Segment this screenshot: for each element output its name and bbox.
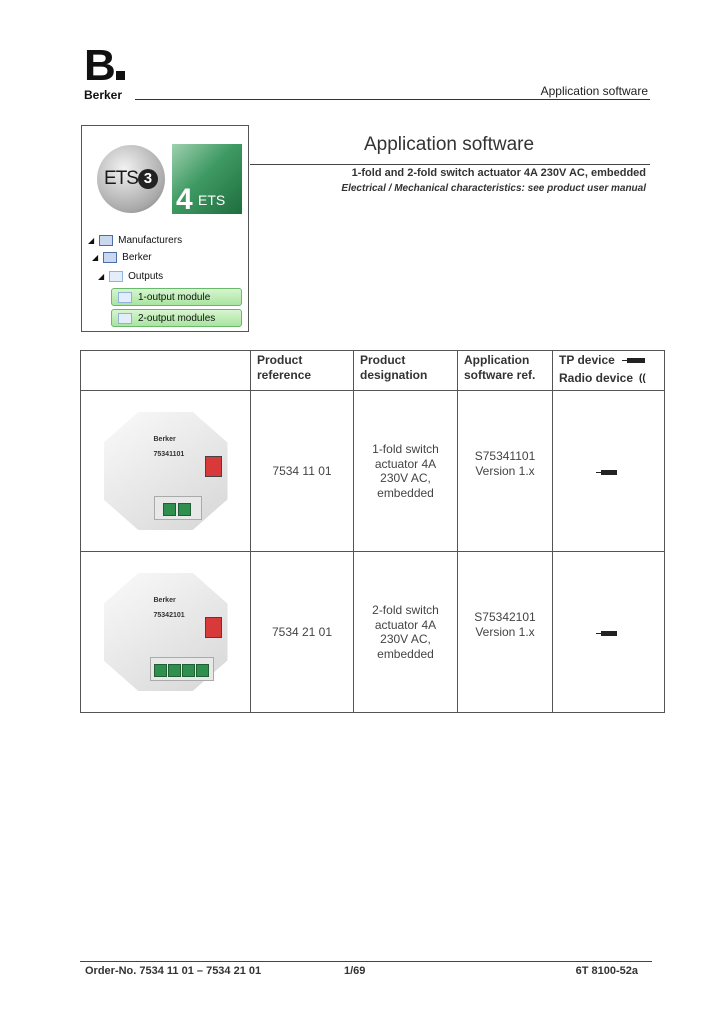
folder-icon <box>109 271 123 282</box>
ets4-text: ETS <box>198 192 226 208</box>
brand-logo: B <box>84 44 125 88</box>
title-rule <box>250 164 650 165</box>
expand-triangle-icon: ◢ <box>98 272 105 281</box>
tp-device-icon <box>601 470 617 475</box>
module-2-output[interactable]: 2-output modules <box>111 309 242 327</box>
tp-device-icon <box>627 358 645 363</box>
header-image <box>81 351 251 391</box>
header-section-title: Application software <box>540 84 648 98</box>
expand-triangle-icon: ◢ <box>88 236 95 245</box>
footer-document-id: 6T 8100-52a <box>575 965 638 977</box>
product-image <box>81 391 251 552</box>
product-table <box>80 350 665 713</box>
module-icon <box>118 292 132 303</box>
table-header-row <box>81 351 665 391</box>
ets3-logo: ETS 3 <box>97 145 165 213</box>
catalog-icon <box>103 252 117 263</box>
header-designation: Product designation <box>354 351 458 391</box>
device-type <box>553 391 665 552</box>
tree-label: Berker <box>122 252 152 263</box>
product-designation: 2-fold switch actuator 4A 230V AC, embedded <box>354 552 458 713</box>
brand-name: Berker <box>84 88 123 102</box>
characteristics-note: Electrical / Mechanical characteristics: see product user manual <box>341 183 646 194</box>
product-subtitle: 1-fold and 2-fold switch actuator 4A 230V AC, embedded <box>351 167 646 179</box>
page-title: Application software <box>364 134 535 155</box>
header-software-ref: Application software ref. <box>458 351 553 391</box>
switch-actuator-2fold-image: Berker 75342101 <box>96 567 236 697</box>
footer-page-number: 1/69 <box>344 965 366 977</box>
module-1-output[interactable]: 1-output module <box>111 288 242 306</box>
product-reference: 7534 11 01 <box>251 391 354 552</box>
software-reference: S75342101 Version 1.x <box>458 552 553 713</box>
device-type <box>553 552 665 713</box>
table-row <box>81 552 665 713</box>
product-designation: 1-fold switch actuator 4A 230V AC, embedded <box>354 391 458 552</box>
header-device-type: TP device Radio device (( <box>553 351 665 391</box>
tree-label: Outputs <box>128 271 164 282</box>
radio-device-icon: (( <box>639 373 646 384</box>
footer-rule <box>80 961 652 962</box>
tree-item-outputs[interactable] <box>98 271 163 282</box>
module-icon <box>118 313 132 324</box>
switch-actuator-1fold-image: Berker 75341101 <box>96 406 236 536</box>
product-reference: 7534 21 01 <box>251 552 354 713</box>
tree-item-berker[interactable] <box>92 252 152 263</box>
footer-order-number: Order-No. 7534 11 01 – 7534 21 01 <box>85 965 262 977</box>
tree-item-manufacturers[interactable] <box>88 235 182 246</box>
product-image <box>81 552 251 713</box>
catalog-icon <box>99 235 113 246</box>
table-row <box>81 391 665 552</box>
ets4-number: 4 <box>176 183 193 216</box>
software-reference: S75341101 Version 1.x <box>458 391 553 552</box>
header-rule <box>135 99 650 100</box>
tp-device-icon <box>601 631 617 636</box>
expand-triangle-icon: ◢ <box>92 253 99 262</box>
header-reference: Product reference <box>251 351 354 391</box>
tree-label: Manufacturers <box>118 235 183 246</box>
